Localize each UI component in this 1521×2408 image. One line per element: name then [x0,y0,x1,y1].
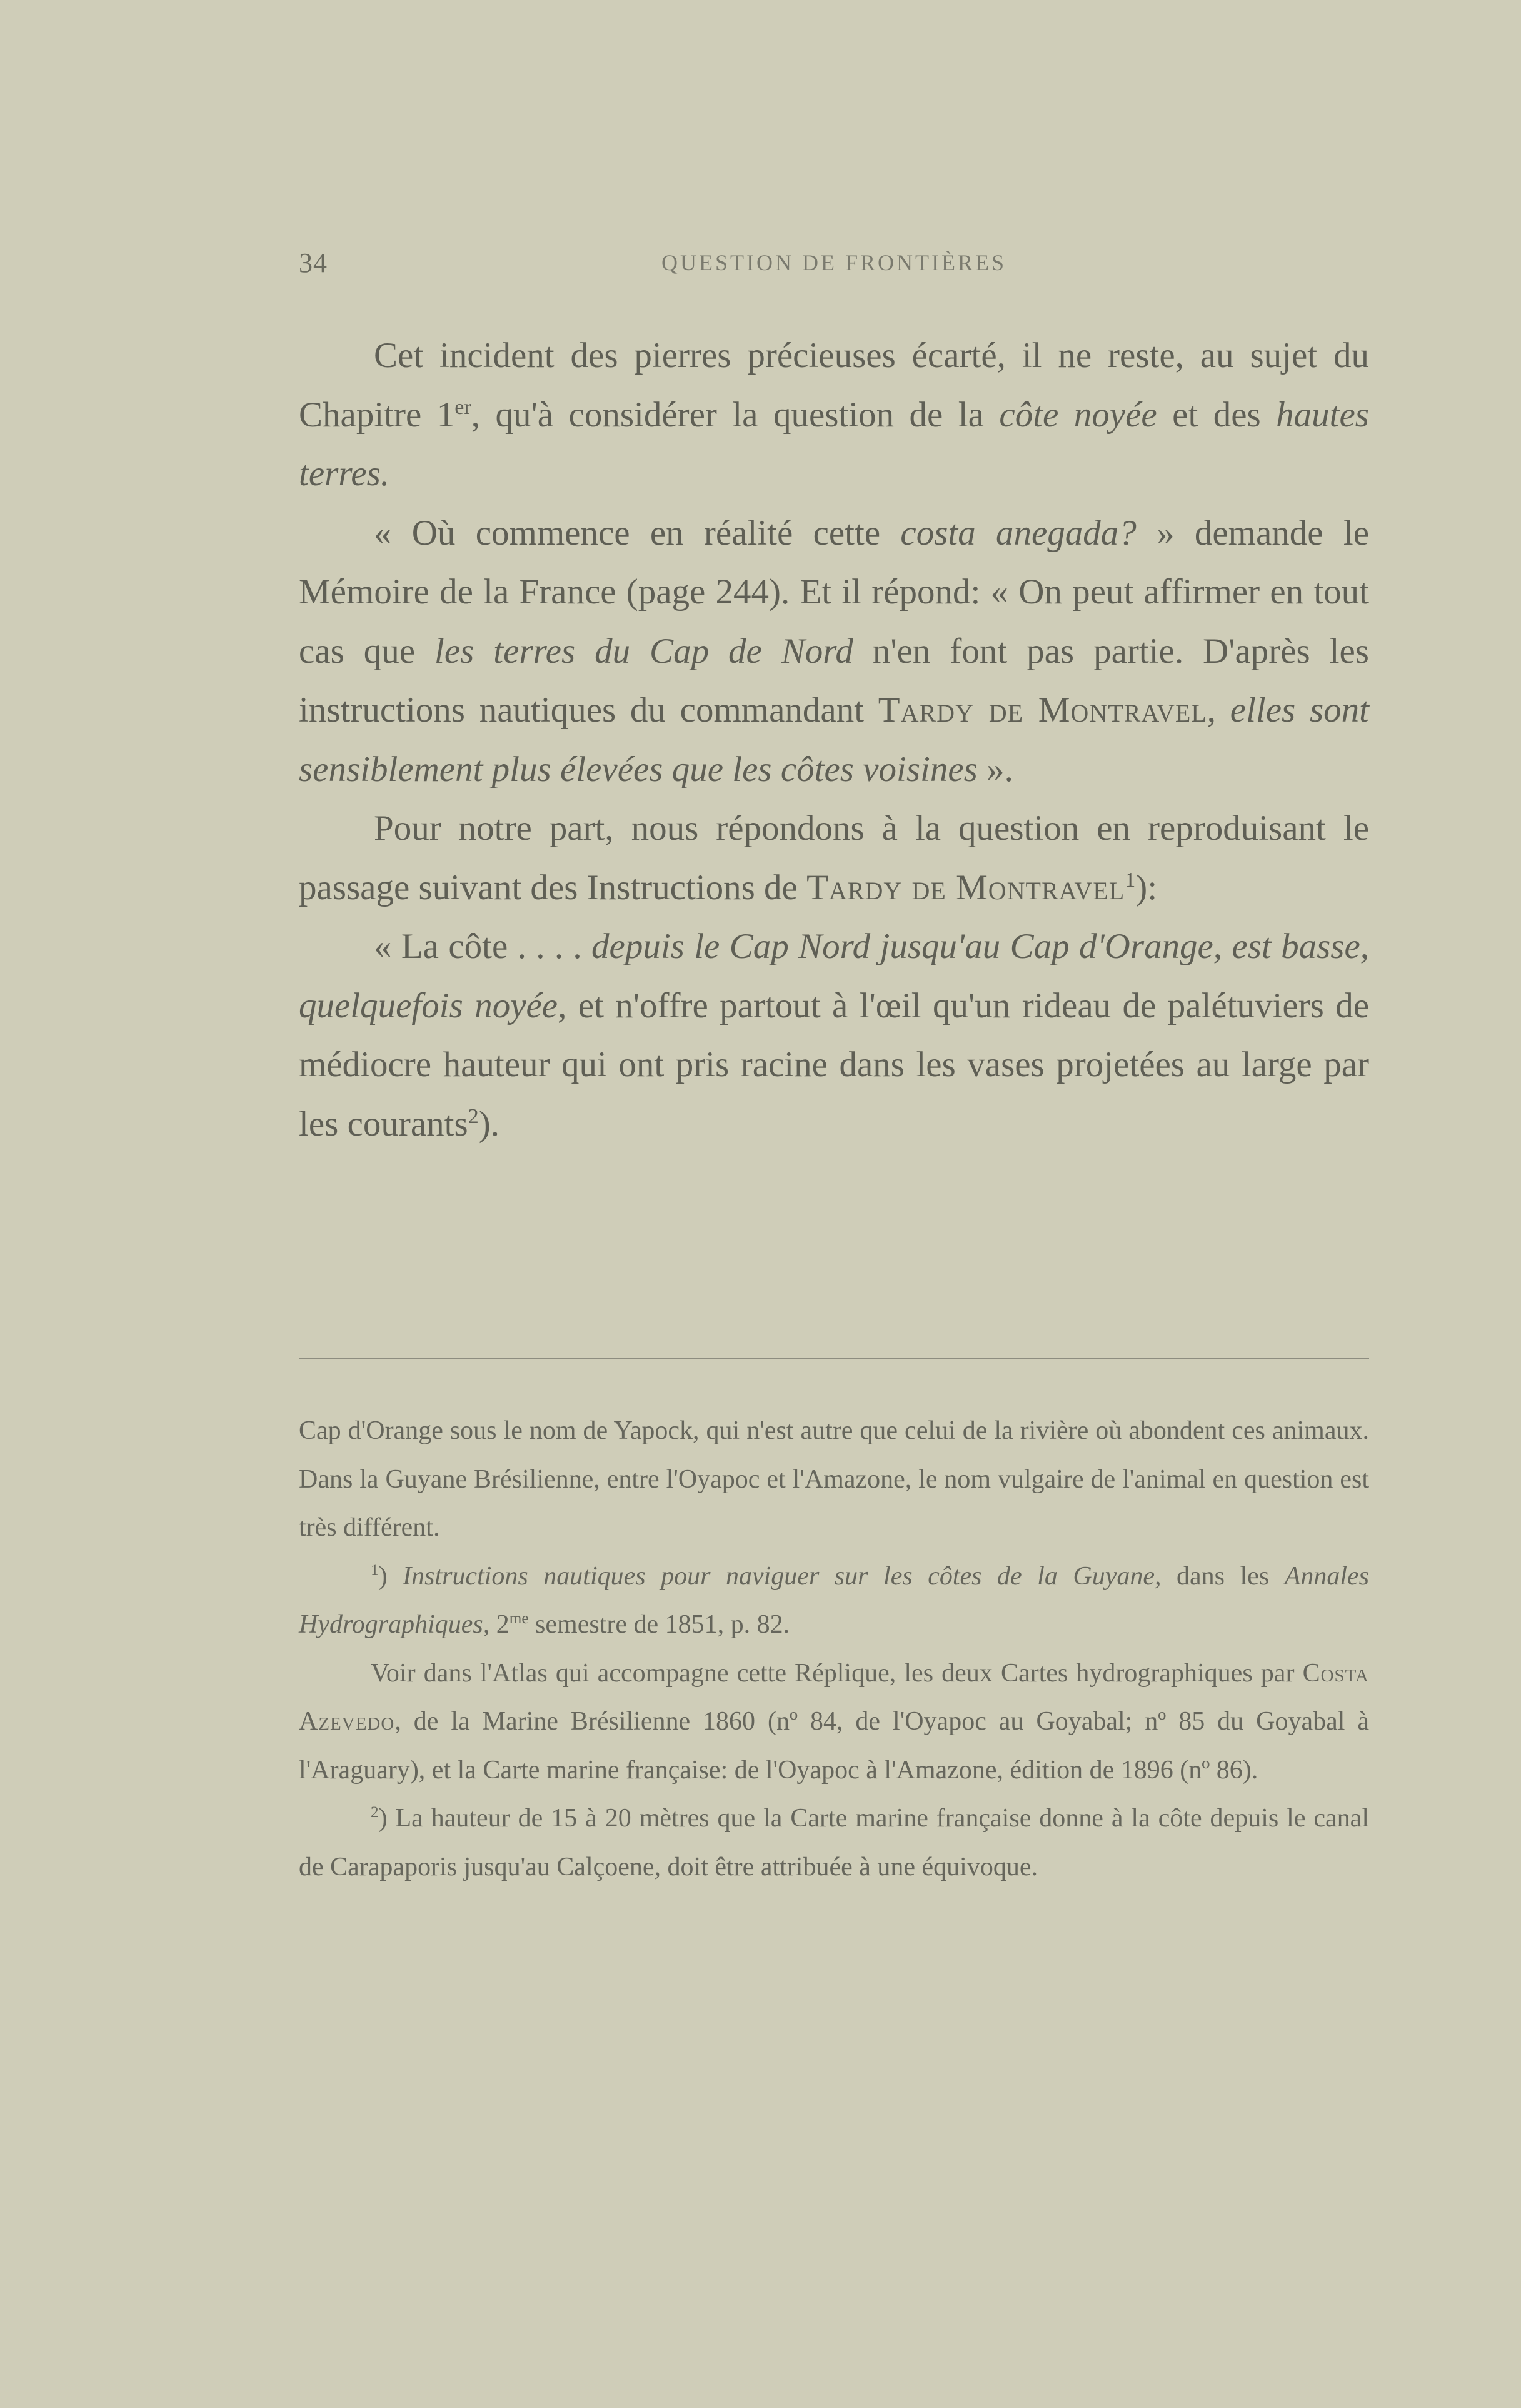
text-span: , de la Marine Brésilienne 1860 (nº 84, de l'Oyapoc au Goyabal; nº 85 du Goyabal à l'Araguary), et la Carte marine française: de l'Oyapoc à l'Amazone, édition de 1896 (nº 86). [299,1707,1369,1785]
paragraph-4 [299,917,1369,1154]
text-span: ) La hauteur de 15 à 20 mètres que la Carte marine française donne à la côte depuis le canal de Carapaporis jusqu'au Calçoene, doit être attribuée à une équivoque. [299,1804,1369,1882]
text-span: dans les [1161,1561,1285,1591]
small-caps-name: Tardy de Montravel [878,690,1207,730]
paragraph-3 [299,799,1369,917]
small-caps-name: Costa Azevedo [299,1658,1369,1736]
text-span: et n'offre partout à l'œil qu'un rideau de palétuviers de médiocre hauteur qui ont pris racine dans les vases projetées au large par les courants [299,985,1369,1144]
footnote-ref: 2 [468,1104,479,1128]
superscript: er [454,395,471,419]
text-span: ): [1135,867,1158,907]
italic-span: costa anegada? [900,513,1137,553]
text-span: semestre de 1851, p. 82. [528,1610,790,1639]
footnotes [299,1407,1369,1892]
running-header [299,247,1369,285]
page-number: 34 [299,248,328,278]
running-title: QUESTION DE FRONTIÈRES [661,250,1006,275]
text-span: Voir dans l'Atlas qui accompagne cette Réplique, les deux Cartes hydrographiques par [371,1658,1303,1688]
footnote-marker: 1 [371,1561,379,1579]
italic-span: Annales Hydrographiques, [299,1561,1369,1639]
italic-span: elles sont sensiblement plus élevées que les côtes voisines [299,690,1369,789]
text-span: 2 [489,1610,510,1639]
footnote-marker: 2 [371,1804,379,1821]
text-span: ) [378,1561,403,1591]
text-span: » demande le Mémoire de la France (page 244). Et il répond: « On peut affirmer en tout cas que [299,513,1369,671]
text-span: n'en font pas partie. D'après les instructions nautiques du commandant [299,631,1369,730]
italic-span: côte noyée [999,395,1157,435]
superscript: me [509,1610,529,1627]
text-span: ). [478,1104,499,1144]
italic-span: Instructions nautiques pour naviguer sur les côtes de la Guyane, [403,1561,1162,1591]
text-span: Pour notre part, nous répondons à la question en reproduisant le passage suivant des Instructions de [299,809,1369,907]
footnote-1 [299,1553,1369,1650]
footnote-ref: 1 [1125,868,1136,892]
text-span: Cet incident des pierres précieuses écarté, il ne reste, au sujet du Chapitre 1 [299,336,1369,435]
text-span: , [1207,690,1230,730]
paragraph-1 [299,326,1369,504]
text-span: ». [977,749,1013,789]
text-span: , qu'à considérer la question de la [471,395,1000,435]
text-span: et des [1157,395,1277,435]
small-caps-name: Tardy de Montravel [806,867,1125,907]
paragraph-2 [299,504,1369,800]
footnote-1-continued [299,1650,1369,1795]
italic-span: depuis le Cap Nord jusqu'au Cap d'Orange, est basse, quelquefois noyée, [299,927,1369,1025]
footnote-continuation [299,1407,1369,1553]
text-span: « Où commence en réalité cette [374,513,901,553]
footnote-2 [299,1795,1369,1892]
footnote-divider [299,1358,1369,1359]
italic-span: hautes terres. [299,395,1369,493]
main-text [299,326,1369,1154]
text-span: Cap d'Orange sous le nom de Yapock, qui n'est autre que celui de la rivière où abondent ces animaux. Dans la Guyane Brésilienne, entre l'Oyapoc et l'Amazone, le nom vulgaire de l'animal en question est très différent. [299,1416,1369,1542]
text-span: « La côte . . . . [374,927,592,966]
italic-span: les terres du Cap de Nord [434,631,853,671]
